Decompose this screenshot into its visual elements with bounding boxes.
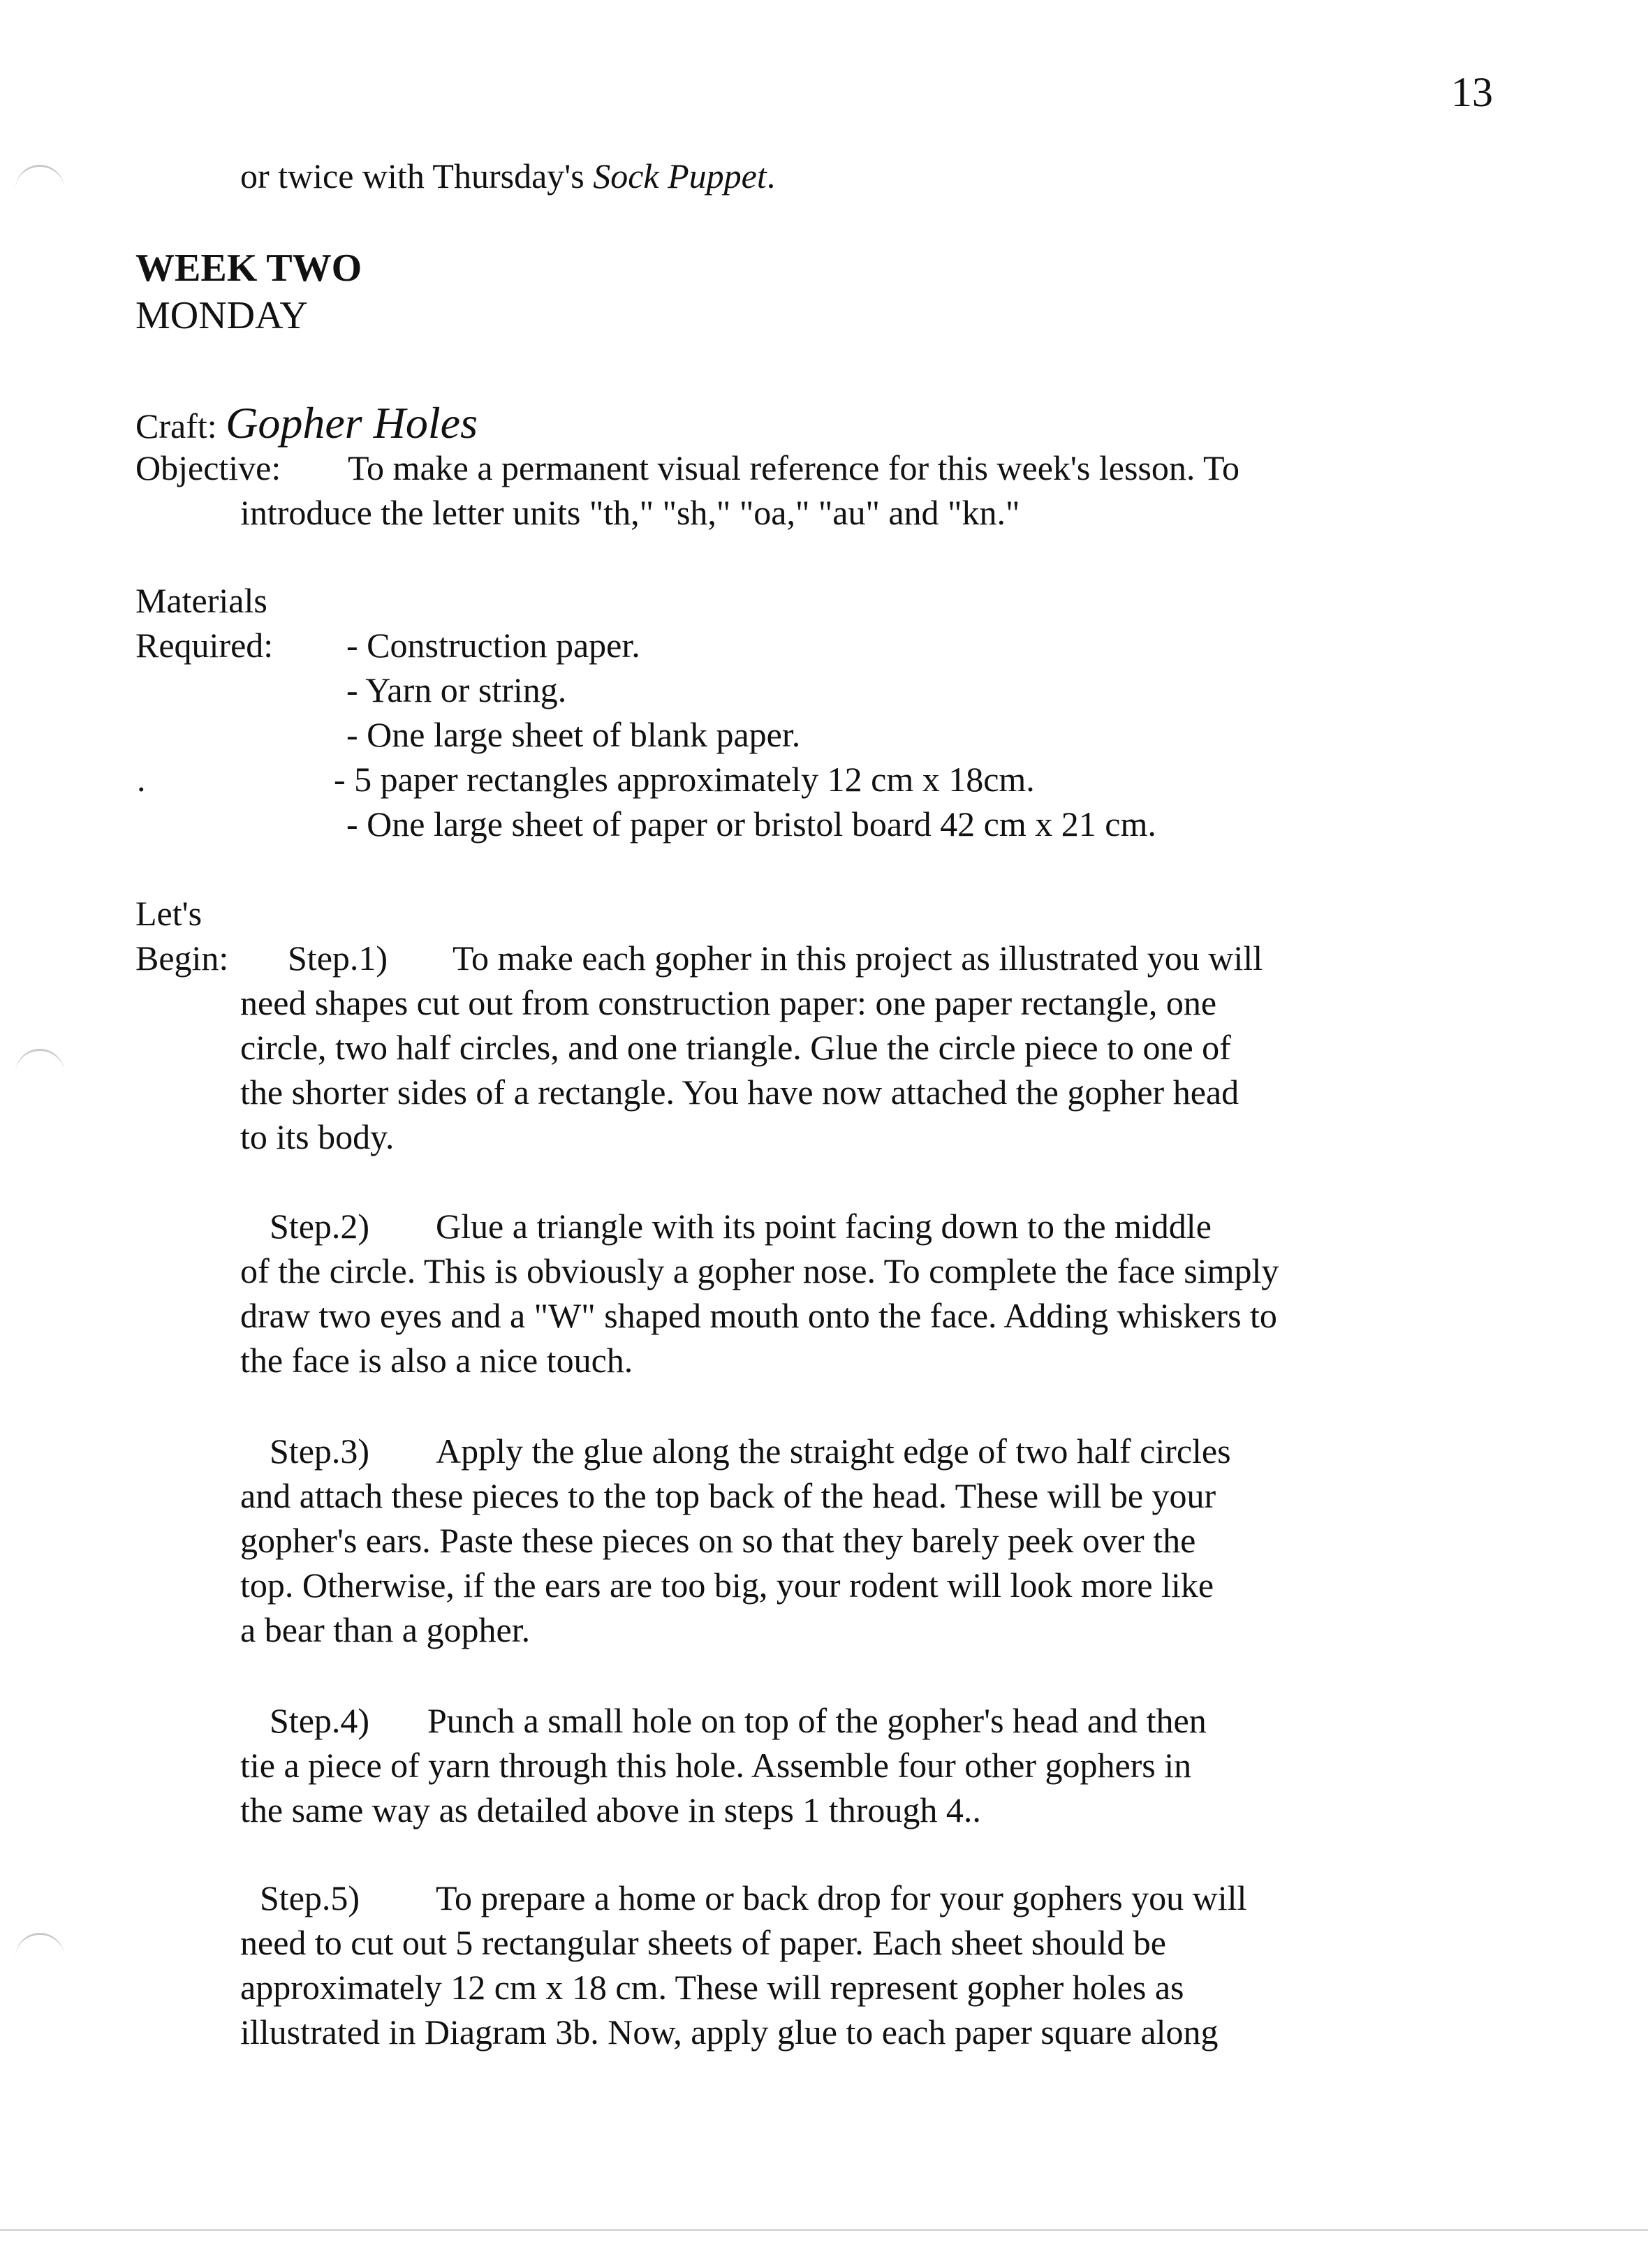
required-label: Required: bbox=[135, 626, 274, 665]
step-text: draw two eyes and a "W" shaped mouth onto the face. Adding whiskers to bbox=[240, 1296, 1277, 1335]
begin-label: Begin: bbox=[135, 938, 229, 978]
material-item: - 5 paper rectangles approximately 12 cm x 18cm. bbox=[334, 760, 1035, 799]
step-label: Step.5) bbox=[260, 1878, 360, 1917]
step-text: and attach these pieces to the top back of the head. These will be your bbox=[240, 1476, 1216, 1515]
continuation-text: or twice with Thursday's bbox=[240, 156, 594, 196]
step-text: to its body. bbox=[240, 1117, 395, 1156]
step-text: illustrated in Diagram 3b. Now, apply glue to each paper square along bbox=[240, 2012, 1219, 2052]
step-label: Step.2) bbox=[270, 1207, 370, 1246]
step-text: a bear than a gopher. bbox=[240, 1610, 531, 1649]
day-heading: MONDAY bbox=[135, 294, 308, 337]
craft-title: Gopher Holes bbox=[226, 398, 478, 448]
continuation-suffix: . bbox=[766, 156, 776, 196]
material-item: - Yarn or string. bbox=[346, 670, 567, 709]
step-text: Glue a triangle with its point facing down to the middle bbox=[436, 1207, 1212, 1246]
continuation-italic: Sock Puppet bbox=[593, 156, 767, 196]
scan-mark bbox=[15, 1049, 64, 1079]
step-label: Step.1) bbox=[288, 938, 388, 978]
step-label: Step.4) bbox=[270, 1701, 370, 1740]
step-text: To make each gopher in this project as illustrated you will bbox=[453, 938, 1263, 978]
lets-label: Let's bbox=[135, 894, 203, 933]
step-text: tie a piece of yarn through this hole. Assemble four other gophers in bbox=[240, 1746, 1192, 1785]
step-text: To prepare a home or back drop for your gophers you will bbox=[436, 1878, 1247, 1917]
scan-mark bbox=[15, 165, 64, 195]
step-label: Step.3) bbox=[270, 1431, 370, 1471]
scan-mark bbox=[15, 1933, 64, 1963]
objective-label: Objective: bbox=[135, 448, 281, 487]
material-item: - One large sheet of blank paper. bbox=[346, 715, 801, 754]
step-text: the shorter sides of a rectangle. You have now attached the gopher head bbox=[240, 1073, 1239, 1112]
step-text: gopher's ears. Paste these pieces on so that they barely peek over the bbox=[240, 1521, 1196, 1560]
step-text: need to cut out 5 rectangular sheets of paper. Each sheet should be bbox=[240, 1923, 1166, 1962]
material-item: - One large sheet of paper or bristol board 42 cm x 21 cm. bbox=[346, 804, 1156, 844]
step-text: circle, two half circles, and one triangle. Glue the circle piece to one of bbox=[240, 1028, 1231, 1067]
week-heading: WEEK TWO bbox=[135, 246, 362, 290]
step-text: of the circle. This is obviously a gopher nose. To complete the face simply bbox=[240, 1251, 1279, 1290]
page-number: 13 bbox=[1451, 69, 1493, 115]
material-item: - Construction paper. bbox=[346, 626, 640, 665]
craft-label: Craft: bbox=[135, 406, 217, 446]
step-text: top. Otherwise, if the ears are too big, your rodent will look more like bbox=[240, 1566, 1214, 1605]
step-text: need shapes cut out from construction paper: one paper rectangle, one bbox=[240, 983, 1217, 1022]
step-text: the same way as detailed above in steps 1 through 4.. bbox=[240, 1790, 981, 1829]
stray-dot: . bbox=[137, 760, 146, 799]
page-edge-line bbox=[0, 2229, 1648, 2231]
step-text: the face is also a nice touch. bbox=[240, 1341, 633, 1380]
step-text: Punch a small hole on top of the gopher's head and then bbox=[427, 1701, 1207, 1740]
objective-line: introduce the letter units "th," "sh," "oa," "au" and "kn." bbox=[240, 493, 1020, 532]
objective-line: To make a permanent visual reference for this week's lesson. To bbox=[348, 448, 1240, 487]
step-text: approximately 12 cm x 18 cm. These will represent gopher holes as bbox=[240, 1968, 1184, 2007]
continuation-line bbox=[240, 154, 775, 198]
step-text: Apply the glue along the straight edge of two half circles bbox=[436, 1431, 1231, 1471]
materials-label: Materials bbox=[135, 581, 267, 620]
